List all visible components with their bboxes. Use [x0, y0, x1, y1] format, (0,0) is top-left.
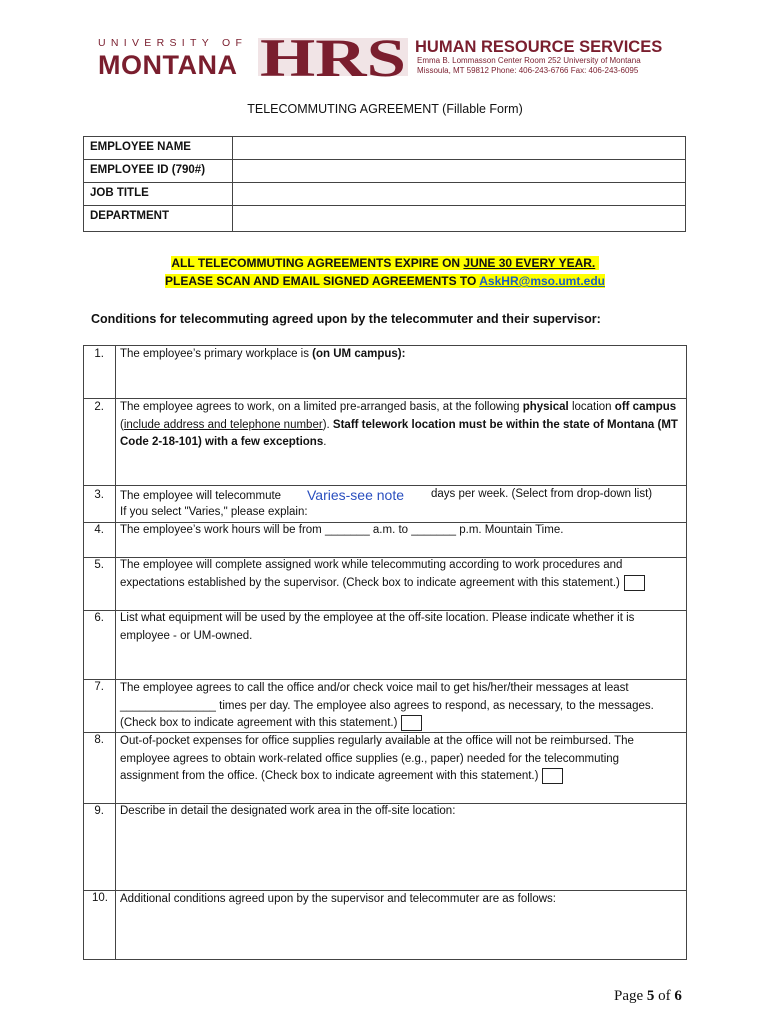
item-number-5: 5.: [94, 559, 104, 571]
item-text-6[interactable]: List what equipment will be used by the employee at the off-site location. Please indicate whether it is employee - or UM-owned.: [120, 612, 635, 642]
item-2-staff-telework: Staff telework location must be within the state of Montana (MT Code 2-18-101) with a few exceptions: [120, 418, 678, 448]
employee-name-row: [84, 137, 685, 160]
item-text-10[interactable]: Additional conditions agreed upon by the supervisor and telecommuter are as follows:: [120, 893, 556, 905]
item-number-6: 6.: [94, 612, 104, 624]
employee-info-table: [83, 136, 686, 232]
item-3-text-b: days per week. (Select from drop-down list): [431, 488, 653, 500]
item-2-include-address: include address and telephone number: [123, 418, 323, 431]
employee-name-label: EMPLOYEE NAME: [90, 141, 191, 153]
expiry-date: JUNE 30 EVERY YEAR.: [463, 256, 596, 270]
item-7-text: The employee agrees to call the office and/or check voice mail to get his/her/their messages at least _______________ times per day. The employee also agrees to respond, as necessary, to the messages. (Check box to indicate agreement with this statement.): [120, 682, 654, 730]
item-3-varies-explain[interactable]: If you select "Varies," please explain:: [120, 506, 308, 518]
item-text-1[interactable]: [120, 346, 680, 364]
email-notice: [0, 274, 770, 288]
item-text-4[interactable]: The employee’s work hours will be from _______ a.m. to _______ p.m. Mountain Time.: [120, 524, 564, 536]
row-divider: [84, 485, 686, 486]
item-number-1: 1.: [94, 348, 104, 360]
page-of-word: of: [654, 988, 675, 1004]
item-1-text-a: The employee’s primary workplace is: [120, 348, 313, 360]
page-word: Page: [614, 988, 647, 1004]
item-5-text: The employee will complete assigned work while telecommuting according to work procedures and expectations established by the supervisor. (Check box to indicate agreement with this statement.): [120, 559, 623, 589]
hrs-address-line2: Missoula, MT 59812 Phone: 406-243-6766 Fax: 406-243-6095: [417, 66, 639, 75]
item-number-7: 7.: [94, 681, 104, 693]
item-2-physical: physical: [522, 401, 569, 413]
page-current: 5: [646, 988, 655, 1004]
employee-name-field[interactable]: [232, 137, 233, 159]
logo-university-of: UNIVERSITY OF: [98, 37, 248, 49]
employee-id-field[interactable]: [232, 160, 233, 182]
logo-montana: MONTANA: [98, 50, 238, 80]
item-2-off-campus: off campus: [614, 401, 677, 413]
item-8-agree-checkbox[interactable]: [542, 768, 563, 784]
page-total: 6: [674, 988, 682, 1004]
hrs-logo-text: HRS: [260, 32, 406, 80]
job-title-label: JOB TITLE: [90, 187, 149, 199]
item-number-8: 8.: [94, 734, 104, 746]
item-text-8: [120, 733, 680, 786]
item-number-3: 3.: [94, 489, 104, 501]
email-notice-prefix: PLEASE SCAN AND EMAIL SIGNED AGREEMENTS TO: [165, 274, 480, 288]
item-5-agree-checkbox[interactable]: [624, 575, 645, 591]
item-8-text: Out-of-pocket expenses for office supplies regularly available at the office will not be reimbursed. The employee agrees to obtain work-related office supplies (e.g., paper) needed for the telecommuting assignment from the office. (Check box to indicate agreement with this statement.): [120, 735, 634, 783]
item-number-10: 10.: [92, 892, 108, 904]
item-2-paren-open: (: [120, 418, 124, 431]
expiry-notice: [0, 256, 770, 270]
item-2-text-a: The employee agrees to work, on a limited pre-arranged basis, at the following: [120, 401, 523, 413]
item-2-location: location: [568, 401, 612, 413]
department-label: DEPARTMENT: [90, 210, 170, 222]
employee-id-label: EMPLOYEE ID (790#): [90, 164, 206, 176]
number-column-divider: [115, 346, 116, 959]
item-2-paren-close: ).: [322, 418, 333, 431]
hrs-address-line1: Emma B. Lommasson Center Room 252 University of Montana: [417, 56, 641, 65]
item-number-2: 2.: [94, 401, 104, 413]
page-number: [614, 988, 682, 1005]
university-of-montana-logo: [98, 38, 258, 78]
hrs-logo: [258, 32, 408, 80]
item-3-text-a: The employee will telecommute: [120, 490, 282, 502]
item-number-9: 9.: [94, 805, 104, 817]
conditions-heading: Conditions for telecommuting agreed upon by the telecommuter and their supervisor:: [91, 312, 601, 326]
department-field[interactable]: [232, 206, 233, 232]
item-7-agree-checkbox[interactable]: [401, 715, 422, 731]
item-text-7: [120, 680, 680, 733]
telecommute-days-dropdown[interactable]: Varies-see note: [307, 487, 405, 503]
job-title-row: [84, 183, 685, 206]
item-text-5: [120, 557, 680, 592]
employee-id-row: [84, 160, 685, 183]
hrs-title: HUMAN RESOURCE SERVICES: [415, 38, 663, 56]
askhr-email-link[interactable]: AskHR@mso.umt.edu: [479, 274, 605, 288]
department-row: [84, 206, 685, 232]
item-2-period: .: [323, 436, 327, 448]
job-title-field[interactable]: [232, 183, 233, 205]
item-text-9[interactable]: Describe in detail the designated work area in the off-site location:: [120, 805, 456, 817]
document-title: TELECOMMUTING AGREEMENT (Fillable Form): [247, 102, 523, 116]
item-text-2[interactable]: [120, 399, 680, 452]
item-number-4: 4.: [94, 524, 104, 536]
item-1-text-b: (on UM campus):: [312, 348, 406, 360]
expiry-notice-prefix: ALL TELECOMMUTING AGREEMENTS EXPIRE ON: [171, 256, 464, 270]
